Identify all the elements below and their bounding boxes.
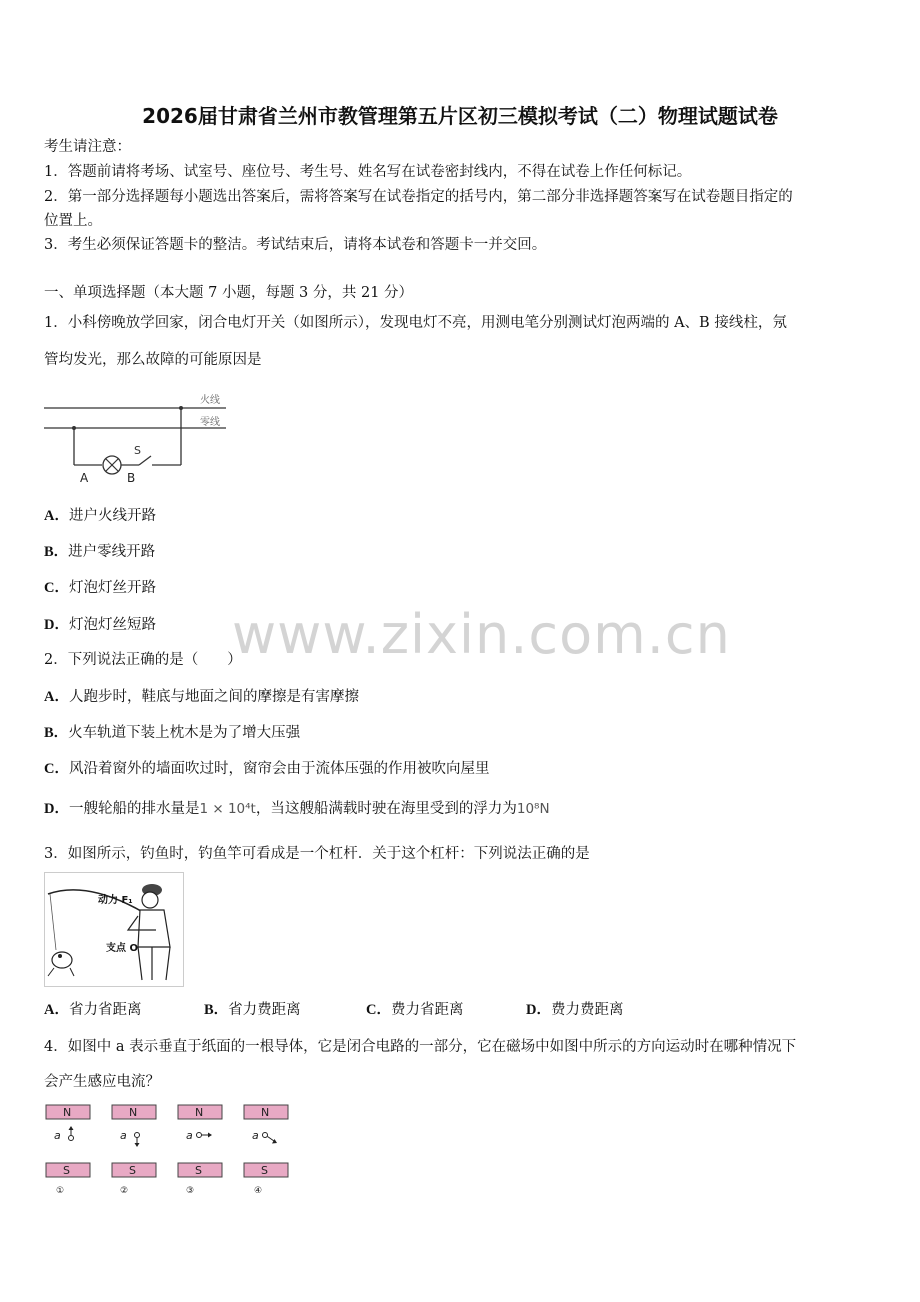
q2-option-a[interactable]: A．人跑步时，鞋底与地面之间的摩擦是有害摩擦: [44, 689, 359, 705]
q4-magnet-figure: [44, 1103, 294, 1198]
magnet-case-4: [244, 1105, 288, 1196]
pivot-label: 支点 O: [106, 943, 138, 954]
q3-option-c[interactable]: C．费力省距离: [366, 1002, 464, 1018]
q2-option-d[interactable]: D．一艘轮船的排水量是1 × 10⁴t，当这艘船满载时驶在海里受到的浮力为10⁸N: [44, 801, 550, 817]
q2-option-c[interactable]: C．风沿着窗外的墙面吹过时，窗帘会由于流体压强的作用被吹向屋里: [44, 761, 490, 777]
magnet-case-3: [178, 1105, 222, 1196]
notice-item-2-cont: 位置上。: [44, 213, 102, 229]
q3-fishing-figure: [44, 872, 184, 987]
q3-option-b[interactable]: B．省力费距离: [204, 1002, 301, 1018]
q1-circuit-diagram: [44, 388, 234, 488]
q1-option-c[interactable]: C．灯泡灯丝开路: [44, 580, 156, 596]
buoyancy-formula: 10⁸N: [516, 801, 550, 817]
neutral-wire-label: 零线: [200, 417, 220, 428]
notice-item-3: 3．考生必须保证答题卡的整洁。考试结束后，请将本试卷和答题卡一并交回。: [44, 237, 547, 253]
q3-option-a[interactable]: A．省力省距离: [44, 1002, 142, 1018]
conductor-label: a: [186, 1129, 193, 1142]
conductor-label: a: [252, 1129, 259, 1142]
notice-heading: 考生请注意：: [44, 139, 131, 155]
watermark: www.zixin.com.cn: [232, 603, 731, 666]
magnet-case-1: [46, 1105, 90, 1196]
case-label-4: ④: [254, 1186, 263, 1196]
q1-stem-line2: 管均发光，那么故障的可能原因是: [44, 352, 262, 368]
q4-stem-line2: 会产生感应电流？: [44, 1074, 160, 1090]
displacement-formula: 1 × 10⁴t: [199, 801, 256, 817]
conductor-label: a: [54, 1129, 61, 1142]
south-pole-label: S: [195, 1164, 202, 1177]
q1-stem-line1: 1．小科傍晚放学回家，闭合电灯开关（如图所示），发现电灯不亮，用测电笔分别测试灯泡两端的 A、B 接线柱，氖: [44, 315, 787, 331]
case-label-2: ②: [120, 1186, 129, 1196]
case-label-1: ①: [56, 1186, 65, 1196]
north-pole-label: N: [195, 1106, 204, 1119]
q2-stem: 2．下列说法正确的是（ ）: [44, 652, 242, 668]
arrow-up-icon: [69, 1126, 74, 1130]
q2-option-b[interactable]: B．火车轨道下装上枕木是为了增大压强: [44, 725, 301, 741]
terminal-a-label: A: [80, 471, 89, 485]
switch-label: S: [134, 444, 141, 457]
arrow-down-icon: [135, 1143, 140, 1147]
q3-options-row: [44, 999, 623, 1021]
q1-option-b[interactable]: B．进户零线开路: [44, 544, 156, 560]
q1-option-d[interactable]: D．灯泡灯丝短路: [44, 617, 156, 633]
conductor-label: a: [120, 1129, 127, 1142]
q1-option-a[interactable]: A．进户火线开路: [44, 508, 156, 524]
page-title: 2026届甘肃省兰州市教管理第五片区初三模拟考试（二）物理试题试卷: [142, 104, 778, 128]
q3-option-d[interactable]: D．费力费距离: [526, 1002, 624, 1018]
force-label: 动力 F₁: [98, 895, 133, 906]
q3-stem: 3．如图所示，钓鱼时，钓鱼竿可看成是一个杠杆．关于这个杠杆：下列说法正确的是: [44, 846, 590, 862]
north-pole-label: N: [129, 1106, 138, 1119]
lamp-icon: [103, 456, 121, 474]
south-pole-label: S: [261, 1164, 268, 1177]
q4-stem-line1: 4．如图中 a 表示垂直于纸面的一根导体，它是闭合电路的一部分，它在磁场中如图中所示的方向运动时在哪种情况下: [44, 1039, 797, 1055]
magnet-case-2: [112, 1105, 156, 1196]
north-pole-label: N: [261, 1106, 270, 1119]
case-label-3: ③: [186, 1186, 195, 1196]
arrow-right-icon: [208, 1133, 212, 1138]
notice-item-1: 1．答题前请将考场、试室号、座位号、考生号、姓名写在试卷密封线内，不得在试卷上作任何标记。: [44, 164, 692, 180]
north-pole-label: N: [63, 1106, 72, 1119]
notice-item-2: 2．第一部分选择题每小题选出答案后，需将答案写在试卷指定的括号内，第二部分非选择题答案写在试卷题目指定的: [44, 189, 793, 205]
section-heading: 一、单项选择题（本大题 7 小题，每题 3 分，共 21 分）: [44, 285, 414, 301]
south-pole-label: S: [129, 1164, 136, 1177]
live-wire-label: 火线: [200, 395, 220, 406]
terminal-b-label: B: [127, 471, 136, 485]
switch-icon: [139, 456, 181, 465]
south-pole-label: S: [63, 1164, 70, 1177]
